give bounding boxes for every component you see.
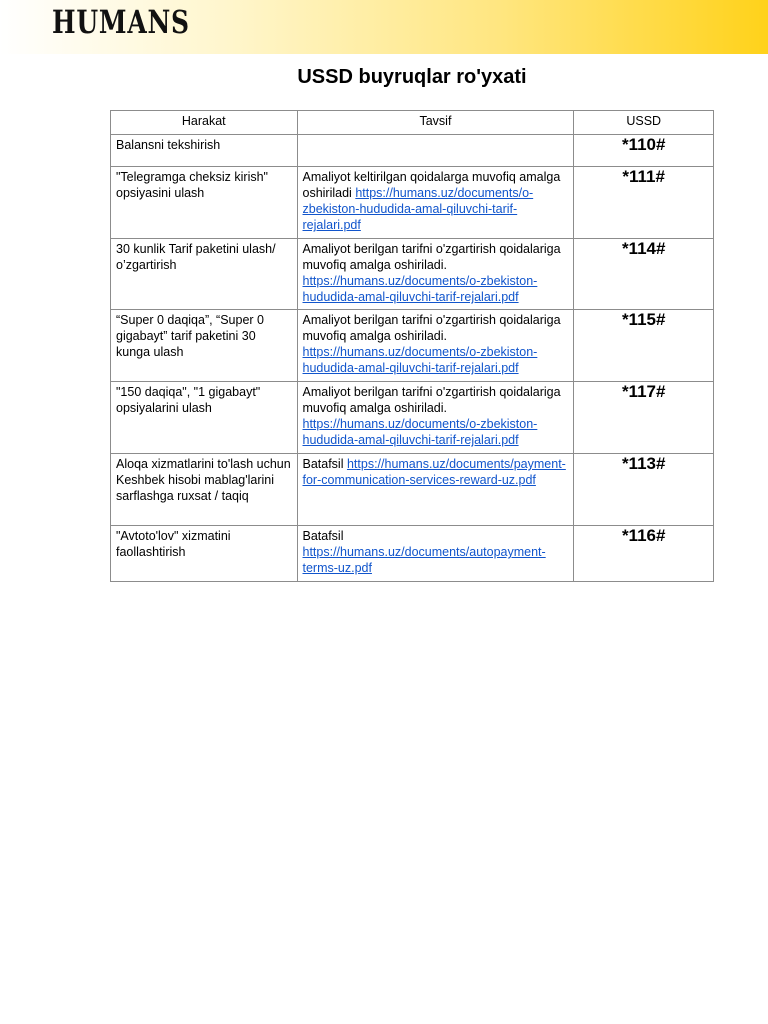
action-cell: Aloqa xizmatlarini to'lash uchun Keshbek hisobi mablag'larini sarflashga ruxsat / taqiq [111, 454, 298, 526]
ussd-commands-table [110, 110, 714, 582]
action-cell: "Avtoto'lov" xizmatini faollashtirish [111, 526, 298, 582]
document-link[interactable]: https://humans.uz/documents/autopayment-terms-uz.pdf [302, 545, 546, 575]
action-cell: Balansni tekshirish [111, 135, 298, 167]
ussd-code-cell: *111# [574, 167, 714, 239]
document-link[interactable]: https://humans.uz/documents/o-zbekiston-hududida-amal-qiluvchi-tarif-rejalari.pdf [302, 345, 538, 375]
table-row [111, 135, 714, 167]
description-text: Amaliyot berilgan tarifni o'zgartirish qoidalariga muvofiq amalga oshiriladi. [302, 313, 561, 343]
ussd-code-cell: *117# [574, 382, 714, 454]
table-row [111, 382, 714, 454]
description-text: Batafsil [302, 457, 347, 471]
page-title: USSD buyruqlar ro'yxati [297, 66, 527, 88]
description-text: Amaliyot keltirilgan qoidalarga muvofiq amalga oshiriladi [302, 170, 561, 200]
action-cell: “Super 0 daqiqa”, “Super 0 gigabayt” tarif paketini 30 kunga ulash [111, 310, 298, 382]
column-header-description: Tavsif [297, 111, 574, 135]
table-row [111, 239, 714, 310]
document-link[interactable]: https://humans.uz/documents/payment-for-communication-services-reward-uz.pdf [302, 457, 566, 487]
description-cell [297, 310, 574, 382]
table-header-row [111, 111, 714, 135]
description-cell [297, 526, 574, 582]
column-header-ussd: USSD [574, 111, 714, 135]
description-cell [297, 135, 574, 167]
description-cell [297, 454, 574, 526]
column-header-action: Harakat [111, 111, 298, 135]
action-cell: "150 daqiqa", "1 gigabayt" opsiyalarini ulash [111, 382, 298, 454]
document-link[interactable]: https://humans.uz/documents/o-zbekiston-hududida-amal-qiluvchi-tarif-rejalari.pdf [302, 186, 534, 232]
table-row [111, 310, 714, 382]
ussd-code-cell: *110# [574, 135, 714, 167]
table-row [111, 167, 714, 239]
ussd-code-cell: *116# [574, 526, 714, 582]
action-cell: 30 kunlik Tarif paketini ulash/ o’zgartirish [111, 239, 298, 310]
document-link[interactable]: https://humans.uz/documents/o-zbekiston-hududida-amal-qiluvchi-tarif-rejalari.pdf [302, 417, 538, 447]
ussd-code-cell: *113# [574, 454, 714, 526]
action-cell: "Telegramga cheksiz kirish" opsiyasini ulash [111, 167, 298, 239]
description-cell [297, 167, 574, 239]
description-text: Amaliyot berilgan tarifni o'zgartirish qoidalariga muvofiq amalga oshiriladi. [302, 385, 561, 415]
table-row [111, 526, 714, 582]
document-link[interactable]: https://humans.uz/documents/o-zbekiston-hududida-amal-qiluvchi-tarif-rejalari.pdf [302, 274, 538, 304]
table-row [111, 454, 714, 526]
humans-logo[interactable]: HUMANS [52, 3, 190, 41]
ussd-code-cell: *114# [574, 239, 714, 310]
description-cell [297, 239, 574, 310]
ussd-code-cell: *115# [574, 310, 714, 382]
description-cell [297, 382, 574, 454]
header-bar [0, 0, 768, 54]
description-text: Batafsil [302, 529, 344, 543]
description-text: Amaliyot berilgan tarifni o'zgartirish qoidalariga muvofiq amalga oshiriladi. [302, 242, 561, 272]
